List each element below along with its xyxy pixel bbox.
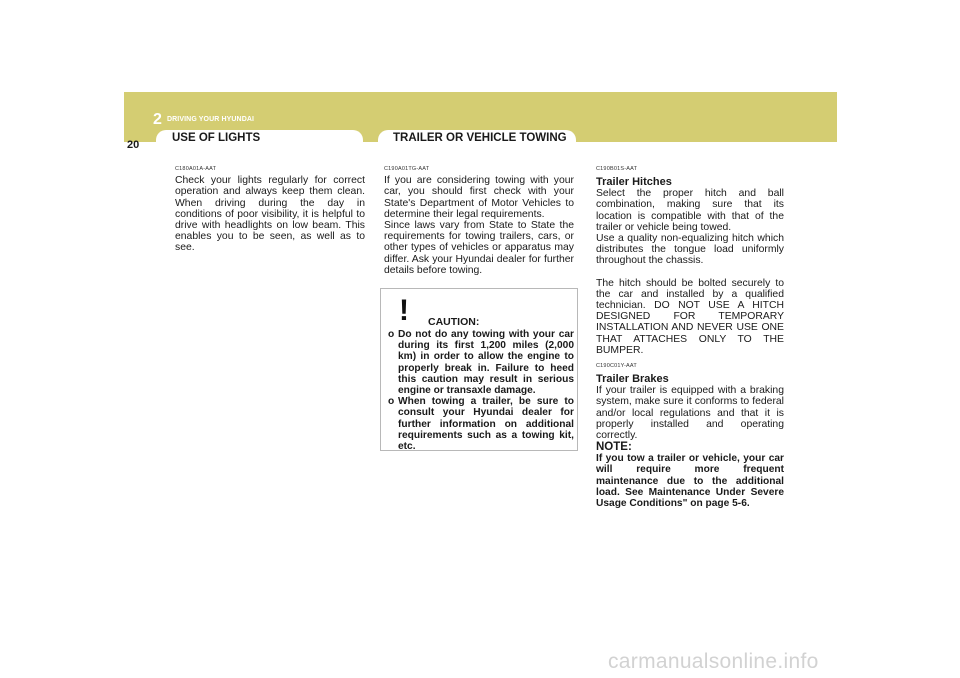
caution-text: Do not do any towing with your car during its first 1,200 miles (2,000 km) in order to allow the engine to properly break in. Failure to heed this caution may result in serious engine or transaxle damage.: [398, 329, 574, 397]
bullet: o: [388, 329, 395, 340]
hitches-para-2: Use a quality non-equalizing hitch which distributes the tongue load uniformly throughout the chassis.: [596, 233, 784, 267]
hitches-para-1: Select the proper hitch and ball combination, making sure that its location is compatible with that of the trailer or vehicle being towed.: [596, 188, 784, 233]
chapter-number: 2: [153, 111, 162, 128]
page-number: 20: [127, 139, 140, 151]
warning-icon: [390, 293, 418, 328]
section-code: C190C01Y-AAT: [596, 363, 637, 370]
watermark: carmanualsonline.info: [608, 650, 819, 673]
caution-list: [388, 329, 574, 452]
towing-para-1: If you are considering towing with your car, you should first check with your State's Department of Motor Vehicles to determine their legal requirements.: [384, 175, 574, 220]
towing-para-2: Since laws vary from State to State the requirements for towing trailers, cars, or other types of vehicles or apparatus may differ. Ask your Hyundai dealer for further details before towing.: [384, 220, 574, 276]
section-code: C180A01A-AAT: [175, 166, 217, 172]
section-title-towing: TRAILER OR VEHICLE TOWING: [393, 132, 567, 144]
svg-text:!: !: [399, 294, 409, 323]
right-column: [596, 164, 784, 509]
section-code: C190B01S-AAT: [596, 166, 638, 172]
section-title-use-of-lights: USE OF LIGHTS: [172, 132, 261, 144]
caution-title: CAUTION:: [428, 316, 480, 328]
brakes-body: If your trailer is equipped with a braking system, make sure it conforms to federal and/or local regulations and that it is properly installed and operating correctly.: [596, 385, 784, 442]
note-body: If you tow a trailer or vehicle, your car will require more frequent maintenance due to the additional load. See Maintenance Under Severe Usage Conditions" on page 5-6.: [596, 453, 784, 510]
lights-body: Check your lights regularly for correct operation and always keep them clean. When driving during the day in conditions of poor visibility, it is helpful to drive with headlights on low beam. This enables you to be seen, as well as to see.: [175, 175, 365, 254]
chapter-title: DRIVING YOUR HYUNDAI: [167, 116, 255, 123]
caution-text: When towing a trailer, be sure to consult your Hyundai dealer for further information on additional requirements such as a towing kit, etc.: [398, 396, 574, 453]
caution-item: [388, 329, 574, 396]
section-code: C190A01TG-AAT: [384, 166, 430, 172]
note-title: NOTE:: [596, 441, 632, 454]
left-column: [175, 164, 365, 254]
trailer-brakes-title: Trailer Brakes: [596, 373, 669, 386]
caution-item: [388, 396, 574, 452]
center-column: [384, 164, 574, 276]
bullet: o: [388, 396, 395, 408]
hitches-para-3: The hitch should be bolted securely to the car and installed by a qualified technician. DO NOT USE A HITCH DESIGNED FOR TEMPORARY INSTALLATION AND NEVER USE ONE THAT ATTACHES ONLY TO THE BUMPER.: [596, 277, 784, 356]
trailer-hitches-title: Trailer Hitches: [596, 176, 672, 189]
